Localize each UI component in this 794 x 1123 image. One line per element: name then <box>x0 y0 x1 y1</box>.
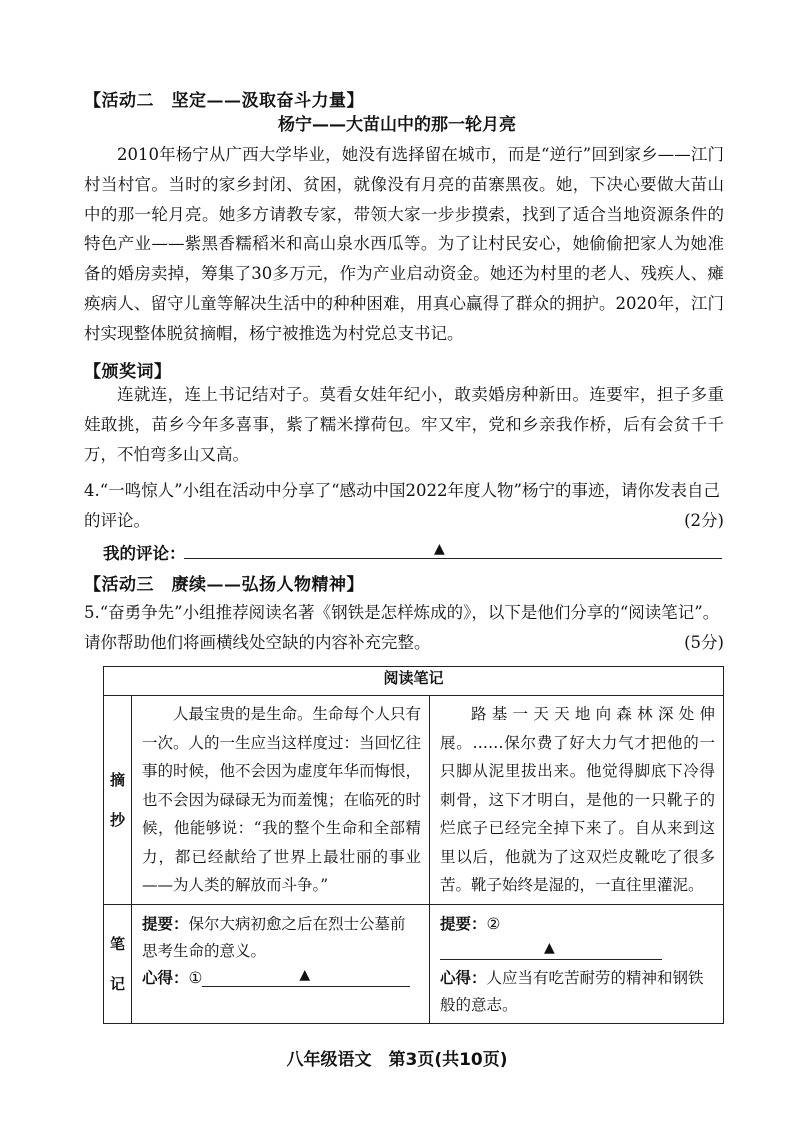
excerpt-right-cell <box>430 696 724 905</box>
question-4-score: (2分) <box>684 511 724 531</box>
left-summary-label: 提要： <box>142 914 189 933</box>
table-header-row <box>104 667 724 696</box>
award-paragraph: 连就连，连上书记结对子。莫看女娃年纪小，敢卖婚房种新田。连要牢，担子多重娃敢挑，苗乡今年多喜事，紫了糯米撑荷包。牢又牢，党和乡亲我作桥，后有会贫千千万，不怕弯多山又高。 <box>84 385 724 464</box>
notes-row <box>104 904 724 1023</box>
left-insight-label: 心得： <box>142 968 189 987</box>
table-header: 阅读笔记 <box>104 667 724 696</box>
answer-line[interactable] <box>184 558 722 559</box>
excerpt-row <box>104 696 724 905</box>
excerpt-left-text: 人最宝贵的是生命。生命每个人只有一次。人的一生应当这样度过：当回忆往事的时候，他不会因为虚度年华而悔恨，也不会因为碌碌无为而羞愧；在临死的时候，他能够说：“我的整个生命和全部精力，都已经献给了世界上最壮丽的事业——为人类的解放而斗争。” <box>142 705 422 894</box>
question-5-text: 5.“奋勇争先”小组推荐阅读名著《钢铁是怎样炼成的》，以下是他们分享的“阅读笔记”。请你帮助他们将画横线处空缺的内容补充完整。 <box>84 603 720 652</box>
article-paragraph: 2010年杨宁从广西大学毕业，她没有选择留在城市，而是“逆行”回到家乡——江门村当村官。当时的家乡封闭、贫困，就像没有月亮的苗寨黑夜。她，下决心要做大苗山中的那一轮月亮。她多方请教专家，带领大家一步步摸索，找到了适合当地资源条件的特色产业——紫黑香糯稻米和高山泉水西瓜等。为了让村民安心，她偷偷把家人为她准备的婚房卖掉，筹集了30多万元，作为产业启动资金。她还为村里的老人、残疾人、瘫痪病人、留守儿童等解决生活中的种种困难，用真心赢得了群众的拥护。2020年，江门村实现整体脱贫摘帽，杨宁被推选为村党总支书记。 <box>84 145 724 343</box>
excerpt-label: 摘抄 <box>104 696 132 905</box>
left-insight-blank-number: ① <box>188 968 203 987</box>
right-summary-blank-number: ② <box>486 914 501 933</box>
article-title: 杨宁——大苗山中的那一轮月亮 <box>278 115 516 135</box>
right-insight-label: 心得： <box>440 968 487 987</box>
blank-marker-icon: ▲ <box>544 939 555 956</box>
right-summary-blank[interactable] <box>440 941 662 960</box>
question-5-score: (5分) <box>684 633 724 653</box>
question-4 <box>84 476 724 536</box>
activity2-heading: 【活动二 坚定——汲取奋斗力量】 <box>84 91 364 111</box>
excerpt-right-text: 路基一天天地向森林深处伸展。……保尔费了好大力气才把他的一只脚从泥里拔出来。他觉得脚底下冷得刺骨，这下才明白，是他的一只靴子的烂底子已经完全掉下来了。自从来到这里以后，他就为了这双烂皮靴吃了很多苦。靴子始终是湿的，一直往里灌泥。 <box>440 705 715 894</box>
question-5 <box>84 598 724 658</box>
left-insight-blank[interactable] <box>202 968 410 987</box>
page-footer: 八年级语文 第3页(共10页) <box>286 1050 508 1070</box>
activity3-heading: 【活动三 赓续——弘扬人物精神】 <box>84 575 364 595</box>
notes-right-cell <box>430 904 724 1023</box>
right-insight: 人应当有吃苦耐劳的精神和钢铁般的意志。 <box>440 968 704 1014</box>
notes-left-cell <box>132 904 430 1023</box>
blank-marker-icon: ▲ <box>434 541 445 557</box>
blank-marker-icon: ▲ <box>299 966 311 983</box>
question-4-text: 4.“一鸣惊人”小组在活动中分享了“感动中国2022年度人物”杨宁的事迹，请你发表自己的评论。 <box>84 481 720 530</box>
award-body <box>84 380 724 469</box>
answer-label: 我的评论： <box>103 544 186 563</box>
left-summary: 保尔大病初愈之后在烈士公墓前思考生命的意义。 <box>142 914 406 960</box>
article-body <box>84 140 724 349</box>
notes-label: 笔记 <box>104 904 132 1023</box>
award-heading: 【颁奖词】 <box>84 362 172 382</box>
excerpt-left-cell <box>132 696 430 905</box>
right-summary-label: 提要： <box>440 914 487 933</box>
reading-notes-table <box>103 666 724 1024</box>
